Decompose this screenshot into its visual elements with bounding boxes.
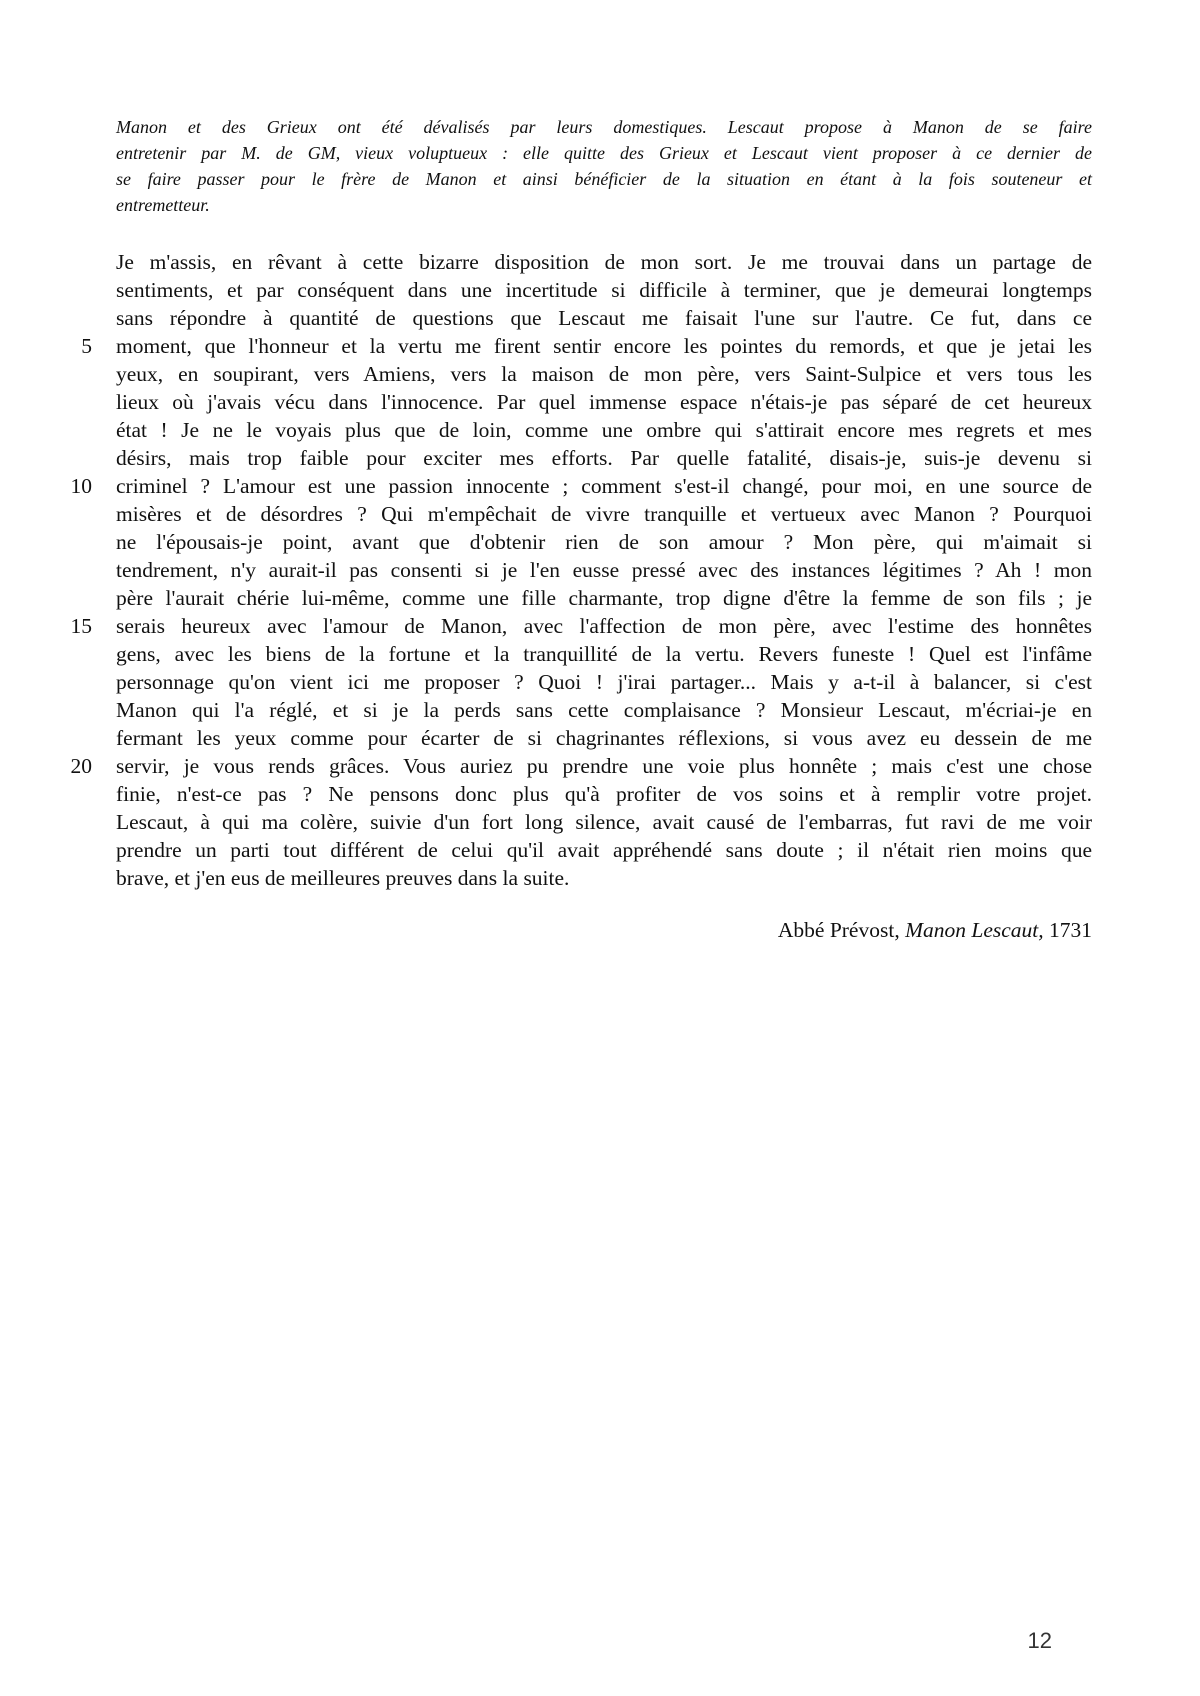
- intro-line: entretenir par M. de GM, vieux voluptueux : elle quitte des Grieux et Lescaut vient proposer à ce dernier de: [116, 143, 1092, 163]
- line-number-15: 15: [70, 614, 92, 638]
- text-line: gens, avec les biens de la fortune et la tranquillité de la vertu. Revers funeste ! Quel est l'infâme: [116, 642, 1092, 666]
- text-line: Je m'assis, en rêvant à cette bizarre disposition de mon sort. Je me trouvai dans un partage de: [116, 250, 1092, 274]
- intro-line: Manon et des Grieux ont été dévalisés par leurs domestiques. Lescaut propose à Manon de se faire: [116, 117, 1092, 137]
- text-line: désirs, mais trop faible pour exciter mes efforts. Par quelle fatalité, disais-je, suis-je devenu si: [116, 446, 1092, 470]
- text-line: serais heureux avec l'amour de Manon, avec l'affection de mon père, avec l'estime des honnêtes: [116, 614, 1092, 638]
- text-line: personnage qu'on vient ici me proposer ? Quoi ! j'irai partager... Mais y a-t-il à balancer, si c'est: [116, 670, 1092, 694]
- attribution-year: 1731: [1043, 918, 1092, 942]
- text-line: père l'aurait chérie lui-même, comme une fille charmante, trop digne d'être la femme de son fils ; je: [116, 586, 1092, 610]
- text-line: misères et de désordres ? Qui m'empêchait de vivre tranquille et vertueux avec Manon ? Pourquoi: [116, 502, 1092, 526]
- text-line: tendrement, n'y aurait-il pas consenti si je l'en eusse pressé avec des instances légitimes ? Ah ! mon: [116, 558, 1092, 582]
- text-line: Lescaut, à qui ma colère, suivie d'un fort long silence, avait causé de l'embarras, fut ravi de me voir: [116, 810, 1092, 834]
- line-number-20: 20: [70, 754, 92, 778]
- text-line: finie, n'est-ce pas ? Ne pensons donc plus qu'à profiter de vos soins et à remplir votre projet.: [116, 782, 1092, 806]
- text-line: yeux, en soupirant, vers Amiens, vers la maison de mon père, vers Saint-Sulpice et vers tous les: [116, 362, 1092, 386]
- text-line: fermant les yeux comme pour écarter de si chagrinantes réflexions, si vous avez eu dessein de me: [116, 726, 1092, 750]
- excerpt-text: [116, 248, 1092, 892]
- text-line: lieux où j'avais vécu dans l'innocence. Par quel immense espace n'étais-je pas séparé de cet heureux: [116, 390, 1092, 414]
- intro-line: se faire passer pour le frère de Manon et ainsi bénéficier de la situation en étant à la fois souteneur et: [116, 169, 1092, 189]
- source-attribution: [778, 916, 1092, 944]
- text-line: sentiments, et par conséquent dans une incertitude si difficile à terminer, que je demeurai longtemps: [116, 278, 1092, 302]
- text-line: Manon qui l'a réglé, et si je la perds sans cette complaisance ? Monsieur Lescaut, m'écriai-je en: [116, 698, 1092, 722]
- intro-summary: [116, 114, 1092, 218]
- intro-line: entremetteur.: [116, 195, 210, 215]
- text-line: prendre un parti tout différent de celui qu'il avait appréhendé sans doute ; il n'était rien moins que: [116, 838, 1092, 862]
- line-number-10: 10: [70, 474, 92, 498]
- attribution-author: Abbé Prévost,: [777, 918, 906, 942]
- text-line: moment, que l'honneur et la vertu me firent sentir encore les pointes du remords, et que je jetai les: [116, 334, 1092, 358]
- text-line: sans répondre à quantité de questions que Lescaut me faisait l'une sur l'autre. Ce fut, dans ce: [116, 306, 1092, 330]
- page-number: 12: [1027, 1628, 1052, 1653]
- attribution-work-title: Manon Lescaut,: [905, 918, 1044, 942]
- text-line: état ! Je ne le voyais plus que de loin, comme une ombre qui s'attirait encore mes regrets et mes: [116, 418, 1092, 442]
- text-line: brave, et j'en eus de meilleures preuves dans la suite.: [116, 866, 570, 890]
- text-line: criminel ? L'amour est une passion innocente ; comment s'est-il changé, pour moi, en une source de: [116, 474, 1092, 498]
- line-number-5: 5: [81, 334, 92, 358]
- text-line: servir, je vous rends grâces. Vous auriez pu prendre une voie plus honnête ; mais c'est une chose: [116, 754, 1092, 778]
- text-line: ne l'épousais-je point, avant que d'obtenir rien de son amour ? Mon père, qui m'aimait si: [116, 530, 1092, 554]
